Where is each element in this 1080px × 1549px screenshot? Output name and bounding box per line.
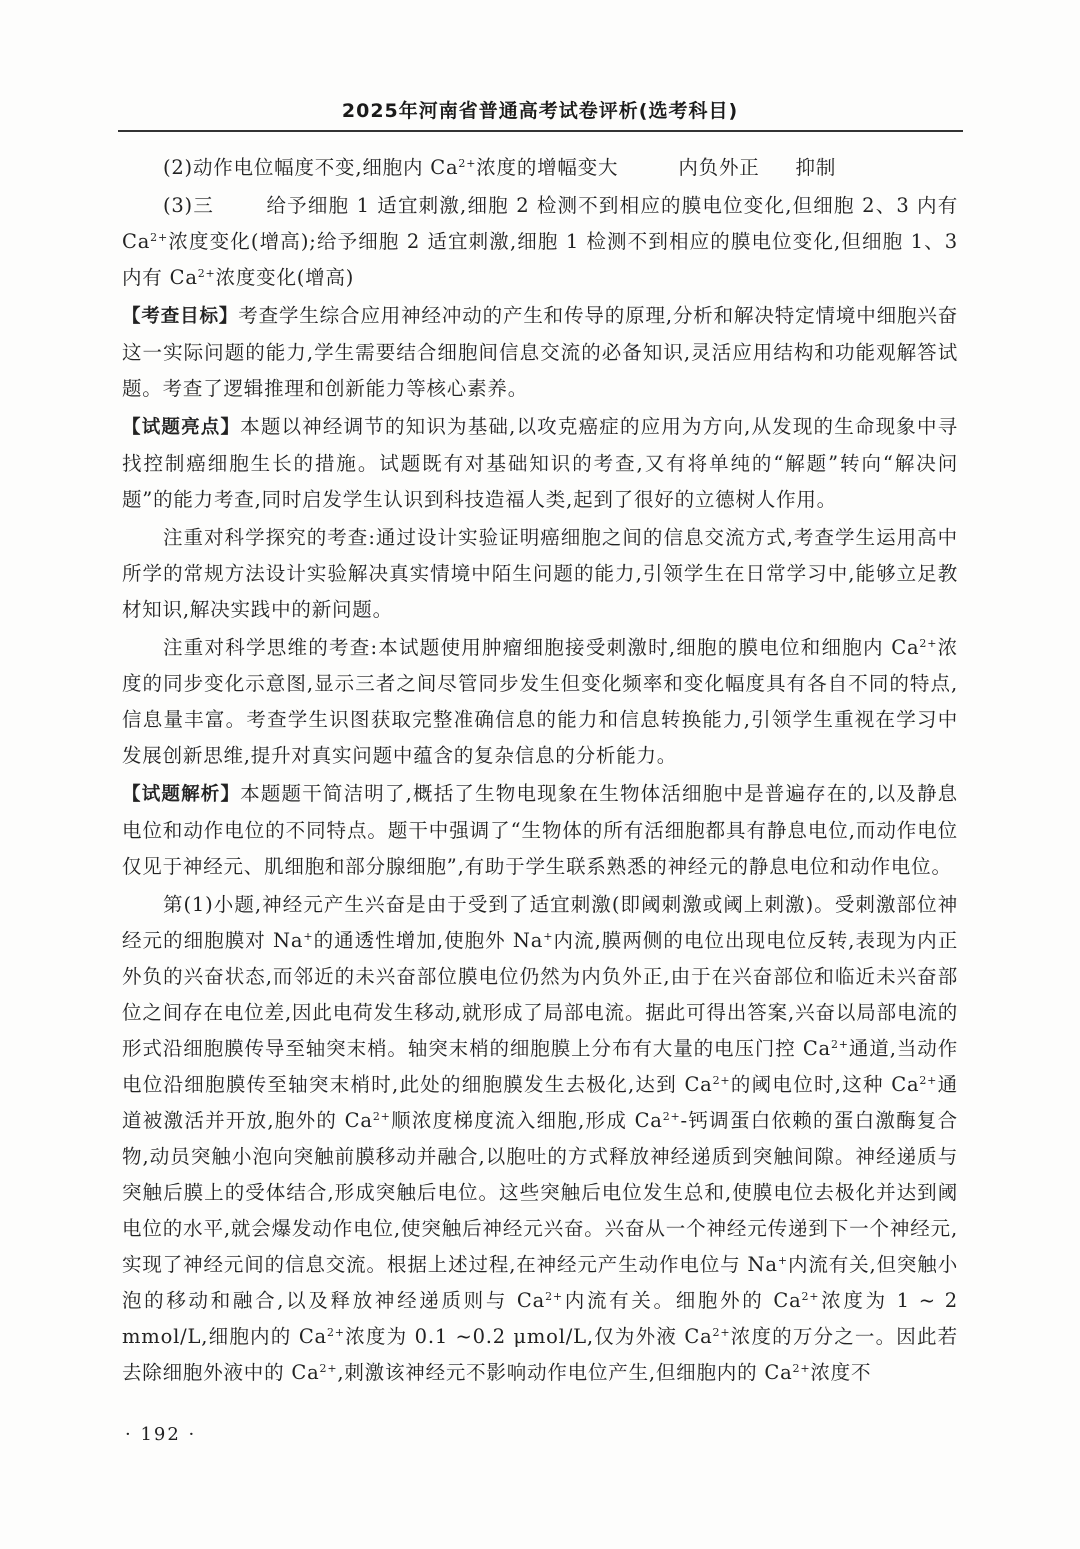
- q1-text-7: 顺浓度梯度流入细胞,形成 Ca: [390, 1109, 663, 1132]
- objective-text: 考查学生综合应用神经冲动的产生和传导的原理,分析和解决特定情境中细胞兴奋这一实际问题的能力,学生需要结合细胞间信息交流的必备知识,灵活应用结构和功能观解答试题。考查了逻辑推理和创新能力等核心素养。: [122, 304, 958, 400]
- highlight-paragraph: [122, 409, 958, 518]
- answer-q3: [122, 188, 958, 296]
- page-number: · 192 ·: [125, 1424, 197, 1445]
- sup-ca: 2+: [319, 1362, 338, 1375]
- page-body: [122, 150, 958, 1393]
- sup-ca: 2+: [545, 1290, 563, 1303]
- answer-q2-text-a: (2)动作电位幅度不变,细胞内 Ca: [162, 156, 459, 179]
- q1-text-14: ,刺激该神经元不影响动作电位产生,但细胞内的 Ca: [337, 1361, 793, 1384]
- sup-ca: 2+: [919, 637, 938, 650]
- sup-ca: 2+: [326, 1326, 345, 1339]
- q1-text-13: 浓度的万分之一。因此若去除细胞外液中的 Ca: [122, 1325, 958, 1384]
- q1-text-4: 通道,当动作电位沿细胞膜传至轴突末梢时,此处的细胞膜发生去极化,达到 Ca: [122, 1037, 959, 1096]
- answer-q3-text-d: 浓度变化(增高): [215, 266, 355, 289]
- highlight-text: 本题以神经调节的知识为基础,以攻克癌症的应用为方向,从发现的生命现象中寻找控制癌细胞生长的措施。试题既有对基础知识的考查,又有将单纯的“解题”转向“解决问题”的能力考查,同时启发学生认识到科技造福人类,起到了很好的立德树人作用。: [122, 415, 958, 511]
- header-rule: [118, 130, 963, 132]
- answer-q3-text-a: (3)三: [162, 194, 215, 217]
- sup-ca: 2+: [372, 1110, 391, 1123]
- q1-text-12: 浓度为 0.1 ~0.2 μmol/L,仅为外液 Ca: [344, 1325, 713, 1348]
- answer-q2: [122, 150, 958, 186]
- sup-ca: 2+: [712, 1326, 731, 1339]
- highlight-tag: 【试题亮点】: [122, 417, 241, 438]
- answer-q3-text-c: 浓度变化(增高);给予细胞 2 适宜刺激,细胞 1 检测不到相应的膜电位变化,但细胞 1、3 内有 Ca: [122, 230, 958, 289]
- sup-ca: 2+: [801, 1290, 820, 1303]
- sup-ca: 2+: [712, 1074, 731, 1087]
- q1-text-9: 内流有关,但突触小泡的移动和融合,以及释放神经递质则与 Ca: [122, 1253, 958, 1312]
- q1-text-6: 通道被激活并开放,胞外的 Ca: [122, 1073, 958, 1132]
- q1-text-3: 内流,膜两侧的电位出现电位反转,表现为内正外负的兴奋状态,而邻近的未兴奋部位膜电位仍然为内负外正,由于在兴奋部位和临近未兴奋部位之间存在电位差,因此电荷发生移动,就形成了局部电流。据此可得出答案,兴奋以局部电流的形式沿细胞膜传导至轴突末梢。轴突末梢的细胞膜上分布有大量的电压门控 Ca: [122, 929, 958, 1060]
- sup-ca: 2+: [150, 231, 168, 244]
- sup-na: +: [543, 930, 554, 943]
- running-header: 2025年河南省普通高考试卷评析(选考科目): [341, 100, 739, 122]
- sup-ca: 2+: [919, 1074, 938, 1087]
- answer-q2-text-c: 内负外正: [678, 156, 760, 179]
- answer-q3-text-b: 给予细胞 1 适宜刺激,细胞 2 检测不到相应的膜电位变化,但细胞 2、3 内有 Ca: [122, 194, 958, 253]
- q1-text-11: 浓度为 1 ~ 2 mmol/L,细胞内的 Ca: [122, 1289, 958, 1348]
- objective-paragraph: [122, 298, 958, 407]
- q1-text-2: 的通透性增加,使胞外 Na: [313, 929, 544, 952]
- answer-q2-text-b: 浓度的增幅变大: [476, 156, 619, 179]
- science-thinking-text-a: 注重对科学思维的考查:本试题使用肿瘤细胞接受刺激时,细胞的膜电位和细胞内 Ca: [162, 636, 920, 659]
- sup-ca: 2+: [792, 1362, 811, 1375]
- q1-text-15: 浓度不: [810, 1361, 872, 1384]
- sup-ca: 2+: [830, 1038, 849, 1051]
- analysis-paragraph: [122, 776, 958, 885]
- science-inquiry-paragraph: 注重对科学探究的考查:通过设计实验证明癌细胞之间的信息交流方式,考查学生运用高中所学的常规方法设计实验解决真实情境中陌生问题的能力,引领学生在日常学习中,能够立足教材知识,解决实践中的新问题。: [122, 526, 958, 621]
- sup-na: +: [303, 930, 314, 943]
- q1-text-1: 第(1)小题,神经元产生兴奋是由于受到了适宜刺激(即阈刺激或阈上刺激)。受刺激部位神经元的细胞膜对 Na: [122, 893, 958, 952]
- objective-tag: 【考查目标】: [122, 306, 239, 327]
- analysis-text: 本题题干简洁明了,概括了生物电现象在生物体活细胞中是普遍存在的,以及静息电位和动作电位的不同特点。题干中强调了“生物体的所有活细胞都具有静息电位,而动作电位仅见于神经元、肌细胞和部分腺细胞”,有助于学生联系熟悉的神经元的静息电位和动作电位。: [122, 782, 958, 878]
- analysis-tag: 【试题解析】: [122, 784, 241, 805]
- sup-ca: 2+: [197, 267, 216, 280]
- q1-text-8: -钙调蛋白依赖的蛋白激酶复合物,动员突触小泡向突触前膜移动并融合,以胞吐的方式释放神经递质到突触间隙。神经递质与突触后膜上的受体结合,形成突触后电位。这些突触后电位发生总和,使膜电位去极化并达到阈电位的水平,就会爆发动作电位,使突触后神经元兴奋。兴奋从一个神经元传递到下一个神经元,实现了神经元间的信息交流。根据上述过程,在神经元产生动作电位与 Na: [122, 1109, 958, 1276]
- science-thinking-paragraph: [122, 630, 958, 774]
- q1-text-5: 的阈电位时,这种 Ca: [730, 1073, 920, 1096]
- q1-text-10: 内流有关。细胞外的 Ca: [562, 1289, 802, 1312]
- sup-na: +: [777, 1254, 788, 1267]
- science-thinking-text-b: 浓度的同步变化示意图,显示三者之间尽管同步发生但变化频率和变化幅度具有各自不同的特点,信息量丰富。考查学生识图获取完整准确信息的能力和信息转换能力,引领学生重视在学习中发展创新思维,提升对真实问题中蕴含的复杂信息的分析能力。: [122, 636, 958, 767]
- sup-ca: 2+: [662, 1110, 681, 1123]
- answer-q2-text-d: 抑制: [795, 156, 837, 179]
- q1-analysis-paragraph: [122, 887, 958, 1391]
- sup-ca: 2+: [458, 157, 477, 170]
